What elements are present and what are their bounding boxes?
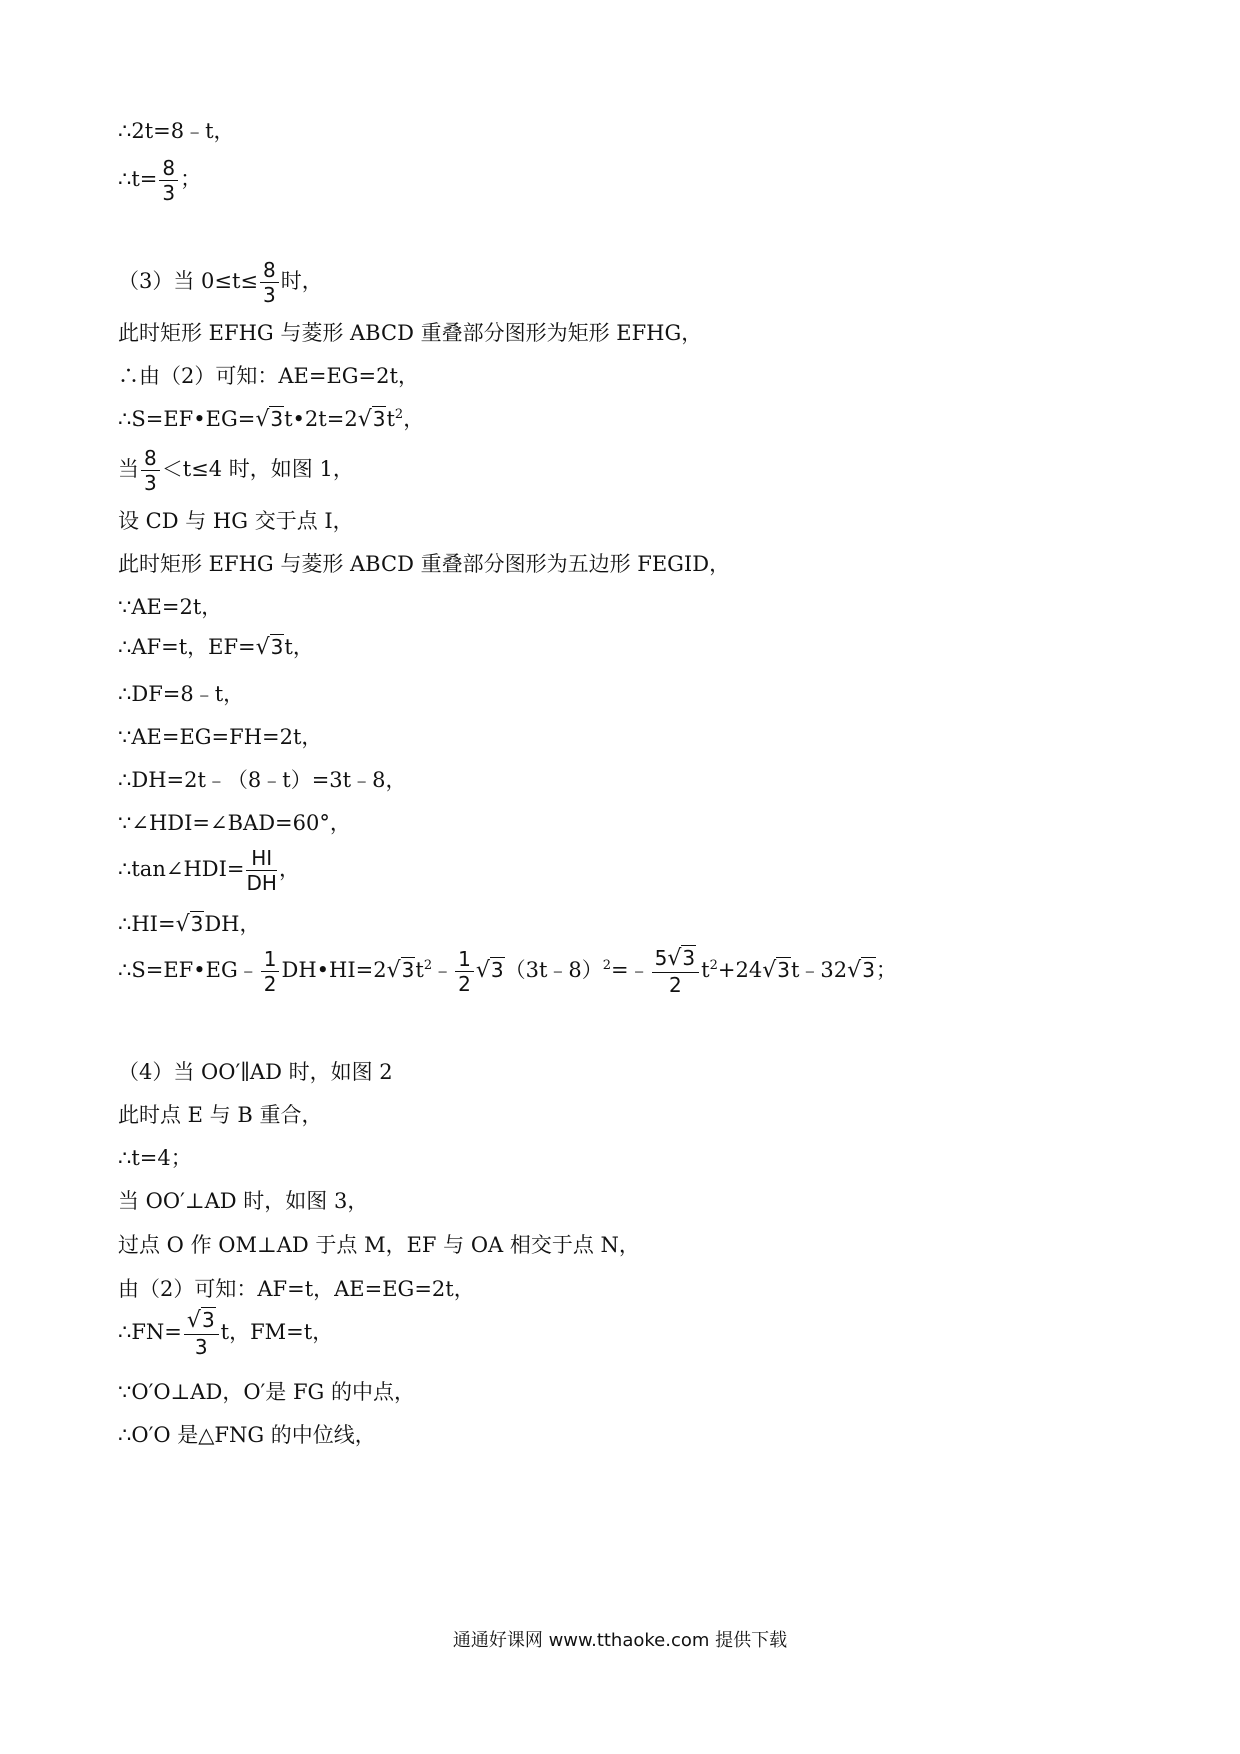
text-line: ∴AF=t，EF=√3t， [118, 635, 314, 660]
fraction: $\frac{8}{3}$ [159, 158, 178, 203]
sqrt: √3 [175, 912, 204, 937]
fraction: $\frac{5√3}{2}$ [652, 948, 700, 995]
sqrt: √3 [386, 958, 415, 983]
text-line: ∴t=4； [118, 1146, 192, 1170]
fraction: $\frac{1}{2}$ [455, 949, 474, 994]
text-line: ∵O′O⊥AD，O′是 FG 的中点， [118, 1380, 415, 1404]
text-line: ∴HI=√3DH， [118, 912, 261, 937]
sqrt: √3 [667, 946, 696, 971]
text-line: ∴由（2）可知：AE=EG=2t， [118, 364, 419, 388]
sqrt: √3 [255, 407, 284, 432]
fraction: $\frac{HI}{DH}$ [246, 846, 277, 895]
sqrt: √3 [762, 958, 790, 983]
text-line: ∴DH=2t﹣（8﹣t）=3t﹣8， [118, 768, 407, 792]
text-line: ∴FN= $\frac{√3}{3}$ t，FM=t， [118, 1308, 334, 1359]
text-line: 过点 O 作 OM⊥AD 于点 M，EF 与 OA 相交于点 N， [118, 1233, 640, 1257]
text-line: 设 CD 与 HG 交于点 I， [118, 509, 354, 533]
text-line: ∴2t=8﹣t， [118, 119, 235, 143]
text-line: 当 OO′⊥AD 时，如图 3， [118, 1189, 369, 1213]
text-line: 此时矩形 EFHG 与菱形 ABCD 重叠部分图形为矩形 EFHG， [118, 321, 703, 345]
page-footer: 通通好课网 www.tthaoke.com 提供下载 [452, 1630, 788, 1651]
text-line: ∵∠HDI=∠BAD=60°， [118, 811, 351, 835]
text-line: ∴tan∠HDI= $\frac{HI}{DH}$ ， [118, 846, 300, 895]
sqrt: √3 [357, 407, 386, 432]
text-line: 当 $\frac{8}{3}$ ＜t≤4 时，如图 1， [118, 446, 354, 495]
text-line: 此时点 E 与 B 重合， [118, 1103, 323, 1127]
text-line: ∵AE=2t， [118, 595, 223, 619]
text-line: 此时矩形 EFHG 与菱形 ABCD 重叠部分图形为五边形 FEGID， [118, 552, 731, 576]
fraction: $\frac{8}{3}$ [260, 260, 279, 305]
fraction: $\frac{√3}{3}$ [184, 1310, 219, 1357]
fraction: $\frac{1}{2}$ [261, 949, 280, 994]
text-line: $\therefore S=EF•EG=√3t•2t=2√3t^2$， [118, 407, 425, 432]
sqrt: √3 [186, 1308, 215, 1333]
text-line: （4）当 OO′∥AD 时，如图 2 [118, 1060, 393, 1084]
text-line: ∴t= $\frac{8}{3}$ ； [118, 156, 202, 205]
text-line: ∴DF=8﹣t， [118, 682, 245, 706]
text-line: ∴S=EF•EG﹣ $\frac{1}{2}$ $DH•HI=2√3t^2﹣$ $\frac{1}{2}$ √3（3t﹣8）$^2$=﹣ $\frac{5√3}{2}$ $t^2+24√3t﹣32√3$； [118, 946, 897, 997]
text-line: ∴O′O 是△FNG 的中位线， [118, 1423, 376, 1447]
text-line: （3）当 0≤t≤ $\frac{8}{3}$ 时， [118, 258, 323, 307]
fraction: $\frac{8}{3}$ [141, 448, 160, 493]
text-line: 由（2）可知：AF=t，AE=EG=2t， [118, 1277, 475, 1301]
sqrt: √3 [255, 635, 284, 660]
sqrt: √3 [475, 958, 504, 983]
text-line: ∵AE=EG=FH=2t， [118, 725, 323, 749]
sqrt: √3 [847, 958, 875, 983]
